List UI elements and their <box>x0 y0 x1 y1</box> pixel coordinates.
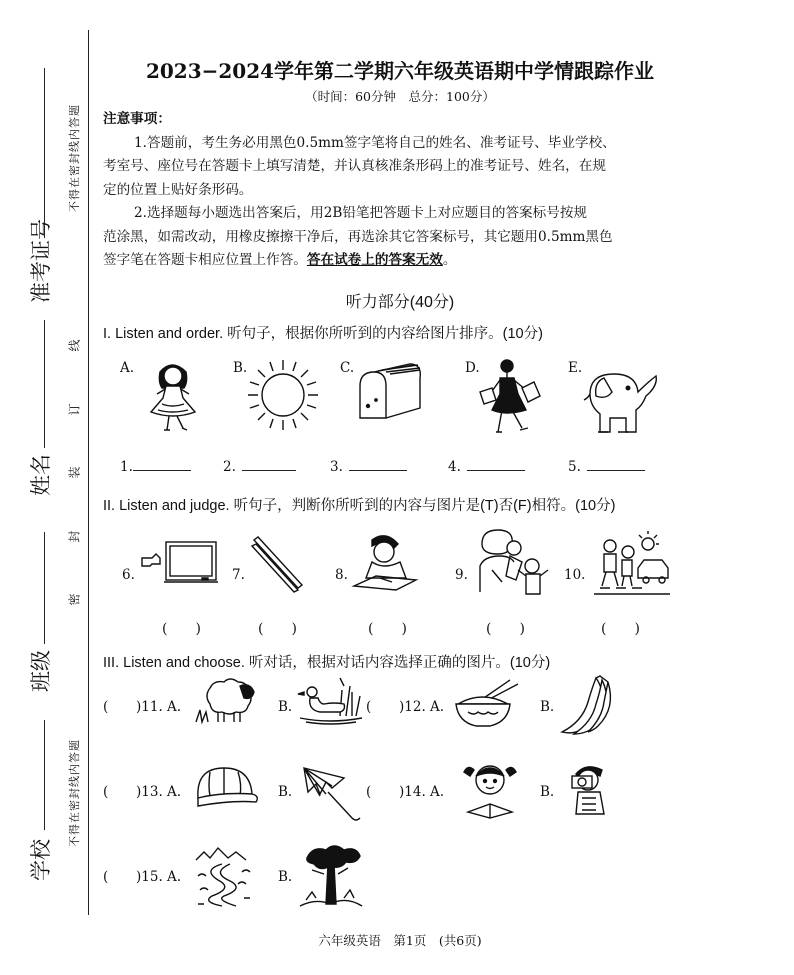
woman-shopping-icon <box>470 358 544 438</box>
q14-b-label: B. <box>540 784 555 800</box>
seal-char-mi: 密 <box>67 593 82 606</box>
judge-9-number: 9. <box>455 567 468 583</box>
seal-notice-top: 不得在密封线内答题 <box>68 104 81 212</box>
option-a-label: A. <box>120 360 135 376</box>
girl-reading-icon <box>458 760 522 820</box>
seal-notice-bottom: 不得在密封线内答题 <box>68 739 81 847</box>
q15-label: )15. A. <box>136 869 182 885</box>
judge-8-answer[interactable]: ( ) <box>368 621 407 637</box>
answer-4-number: 4. <box>448 459 461 475</box>
judge-10-answer[interactable]: ( ) <box>601 621 640 637</box>
judge-6-answer[interactable]: ( ) <box>162 621 201 637</box>
option-b-label: B. <box>233 360 248 376</box>
field-label-school: 学校 <box>29 839 53 881</box>
answer-line-2[interactable] <box>223 456 296 475</box>
bread-icon <box>354 360 422 422</box>
q11-label: )11. A. <box>136 699 182 715</box>
part3-title: III. Listen and choose. 听对话，根据对话内容选择正确的图片。(10分) <box>103 655 551 671</box>
judge-6-number: 6. <box>122 567 135 583</box>
notes-item2-line1: 2.选择题每小题选出答案后，用2B铅笔把答题卡上对应题目的答案标号按规 <box>134 205 588 221</box>
part1-title: I. Listen and order. 听句子，根据你所听到的内容给图片排序。(10分) <box>103 326 543 342</box>
binding-line <box>88 30 89 915</box>
option-c-label: C. <box>340 360 355 376</box>
q15-paren[interactable]: ( <box>103 869 109 885</box>
judge-7-answer[interactable]: ( ) <box>258 621 297 637</box>
judge-10-number: 10. <box>564 567 586 583</box>
option-e-label: E. <box>568 360 583 376</box>
chopsticks-icon <box>250 536 306 594</box>
seal-char-line: 线 <box>67 339 82 352</box>
answer-line-3[interactable] <box>330 456 407 475</box>
seal-char-ding: 订 <box>67 403 82 416</box>
page-title: 2023−2024学年第二学期六年级英语期中学情跟踪作业 <box>145 59 655 83</box>
answer-line-5[interactable] <box>568 456 645 475</box>
judge-7-number: 7. <box>232 567 245 583</box>
notes-item1-line1: 1.答题前，考生务必用黑色0.5mm签字笔将自己的姓名、准考证号、毕业学校、 <box>134 134 616 151</box>
field-line-school[interactable] <box>44 720 45 830</box>
rice-bowl-icon <box>452 678 520 730</box>
seal-char-feng: 封 <box>67 530 82 543</box>
q13-b-label: B. <box>278 784 293 800</box>
q15-b-label: B. <box>278 869 293 885</box>
q11-paren[interactable]: ( <box>103 699 109 715</box>
seal-char-zhuang: 装 <box>67 466 82 479</box>
time-and-score: （时间：60分钟 总分：100分） <box>305 89 495 104</box>
option-d-label: D. <box>465 360 480 376</box>
girl-dancing-icon <box>142 358 202 432</box>
q12-b-label: B. <box>540 699 555 715</box>
boy-camera-icon <box>566 762 614 822</box>
answer-line-4[interactable] <box>448 456 525 475</box>
field-label-exam-number: 准考证号 <box>29 219 53 303</box>
bananas-icon <box>556 674 616 736</box>
duck-icon <box>298 676 364 726</box>
q11-b-label: B. <box>278 699 293 715</box>
notes-item1-line3: 定的位置上贴好条形码。 <box>103 181 253 198</box>
field-line-exam-number[interactable] <box>44 68 45 238</box>
notes-item2-line3 <box>103 249 703 273</box>
answer-line-1[interactable] <box>120 456 191 475</box>
river-map-icon <box>192 846 258 908</box>
answer-3-number: 3. <box>330 459 343 475</box>
elephant-icon <box>578 364 658 440</box>
tree-icon <box>298 840 364 910</box>
notes-item1-line2: 考室号、座位号在答题卡上填写清楚，并认真核准条形码上的准考证号、姓名，在规 <box>103 158 606 174</box>
sheep-icon <box>190 678 258 724</box>
notes-item2-line3-emph: 答在试卷上的答案无效 <box>306 252 443 268</box>
q13-paren[interactable]: ( <box>103 784 109 800</box>
judge-9-answer[interactable]: ( ) <box>486 621 525 637</box>
q14-label: )14. A. <box>399 784 445 800</box>
sun-icon <box>246 358 320 432</box>
page-footer: 六年级英语 第1页 (共6页) <box>318 933 482 948</box>
answer-2-number: 2. <box>223 459 236 475</box>
notes-item2-line3-plain: 签字笔在答题卡相应位置上作答。 <box>103 252 307 268</box>
umbrella-icon <box>300 764 362 826</box>
q12-label: )12. A. <box>399 699 445 715</box>
listening-heading: 听力部分(40分) <box>345 294 455 311</box>
field-line-class[interactable] <box>44 532 45 644</box>
part2-title: II. Listen and judge. 听句子，判断你所听到的内容与图片是(T)否(F)相符。(10分) <box>103 498 616 514</box>
notes-block <box>103 108 703 273</box>
crossing-road-icon <box>590 534 674 598</box>
field-line-name[interactable] <box>44 320 45 448</box>
notes-heading: 注意事项： <box>103 111 171 127</box>
q12-paren[interactable]: ( <box>366 699 372 715</box>
q13-label: )13. A. <box>136 784 182 800</box>
notes-item2-line2: 范涂黑，如需改动，用橡皮擦擦干净后，再选涂其它答案标号，其它题用0.5mm黑色 <box>103 228 613 245</box>
cap-icon <box>190 762 260 814</box>
answer-1-number: 1. <box>120 459 133 475</box>
blackboard-icon <box>140 540 220 586</box>
family-icon <box>472 530 552 596</box>
field-label-name: 姓名 <box>29 454 53 496</box>
q14-paren[interactable]: ( <box>366 784 372 800</box>
boy-writing-icon <box>350 534 424 594</box>
answer-5-number: 5. <box>568 459 581 475</box>
field-label-class: 班级 <box>29 650 53 692</box>
judge-8-number: 8. <box>335 567 348 583</box>
notes-item2-line3-end: 。 <box>442 252 457 268</box>
